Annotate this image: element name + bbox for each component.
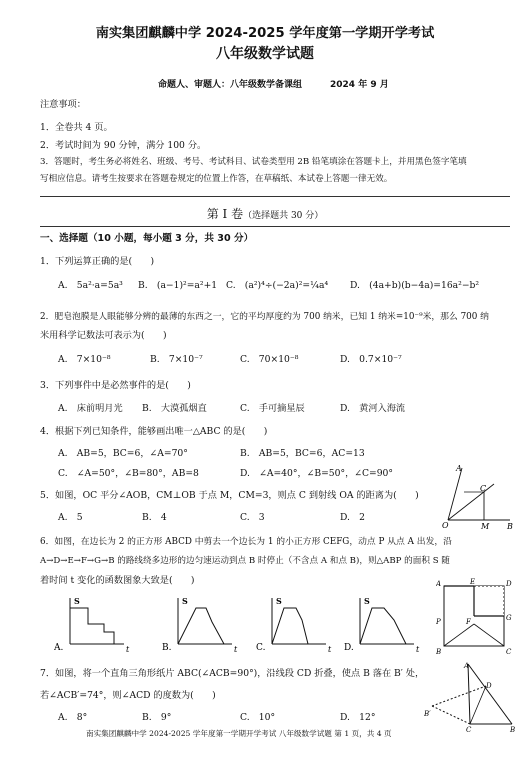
label-d: D: [486, 682, 492, 690]
q2-stem: 2．肥皂泡膜是人眼能够分辨的最薄的东西之一，它的平均厚度约为 700 纳米，已知 1 纳米=10⁻⁹米，那么 700 纳: [40, 312, 489, 322]
label-f: F: [466, 618, 471, 626]
q3-option-d[interactable]: D. 黄河入海流: [340, 403, 406, 414]
q3-option-c[interactable]: C. 手可摘星辰: [240, 403, 305, 414]
section-label: 第 Ⅰ 卷: [206, 207, 244, 221]
label-b-prime: B′: [424, 710, 431, 718]
q4-stem: 4．根据下列已知条件，能够画出唯一△ABC 的是( ): [40, 426, 268, 437]
q7-fold-figure: [424, 660, 518, 732]
q6-option-a[interactable]: A.: [54, 643, 64, 653]
q4-option-d[interactable]: D. ∠A=40°，∠B=50°，∠C=90°: [240, 468, 393, 479]
label-b: B: [436, 648, 442, 656]
q6-graph-c: [256, 594, 336, 654]
label-c: C: [506, 648, 512, 656]
q6-stem: 6．如图，在边长为 2 的正方形 ABCD 中剪去一个边长为 1 的小正方形 CEFG，动点 P 从点 A 出发，沿: [40, 537, 452, 547]
notice-heading: 注意事项：: [40, 99, 86, 110]
axis-t: t: [234, 645, 238, 654]
q6-option-b[interactable]: B.: [162, 643, 172, 653]
label-a: A: [456, 464, 462, 473]
notice-item: 2．考试时间为 90 分钟，满分 100 分。: [40, 140, 207, 151]
q5-option-a[interactable]: A. 5: [58, 512, 83, 523]
label-g: G: [506, 614, 512, 622]
q2-stem-cont: 米用科学记数法可表示为( ): [40, 330, 167, 341]
q5-angle-figure: [440, 462, 518, 530]
q7-stem: 7．如图，将一个直角三角形纸片 ABC(∠ACB=90°)，沿线段 CD 折叠，使点 B 落在 B′ 处，: [40, 668, 425, 679]
notice-item: 写相应信息。请考生按要求在答题卷规定的位置上作答，在草稿纸、本试卷上答题一律无效。: [40, 174, 393, 184]
q7-option-c[interactable]: C. 10°: [240, 712, 276, 723]
page-footer: 南实集团麒麟中学 2024-2025 学年度第一学期开学考试 八年级数学试题 第 1 页，共 4 页: [86, 729, 392, 738]
label-p: P: [436, 618, 441, 626]
q1-option-b[interactable]: B. (a−1)²=a²+1: [138, 280, 218, 291]
exam-date: 2024 年 9 月: [330, 80, 389, 90]
q1-stem: 1．下列运算正确的是( ): [40, 256, 155, 267]
section-title: [0, 207, 530, 222]
exam-meta: [158, 80, 389, 91]
q7-option-b[interactable]: B. 9°: [142, 712, 172, 723]
label-m: M: [481, 522, 490, 530]
q6-stem-cont: A→D→E→F→G→B 的路线绕多边形的边匀速运动到点 B 时停止（不含点 A 和点 B)，则△ABP 的面积 S 随: [40, 556, 450, 566]
q6-option-d[interactable]: D.: [344, 643, 354, 653]
q6-option-c[interactable]: C.: [256, 643, 266, 653]
label-b: B: [507, 522, 513, 530]
axis-s: S: [74, 596, 80, 606]
q7-option-d[interactable]: D. 12°: [340, 712, 376, 723]
q3-option-b[interactable]: B. 大漠孤烟直: [142, 403, 207, 414]
divider: [40, 226, 510, 227]
label-c: C: [480, 484, 487, 493]
section-note: （选择题共 30 分）: [243, 211, 324, 221]
axis-s: S: [364, 596, 370, 606]
q4-option-a[interactable]: A. AB=5，BC=6，∠A=70°: [58, 448, 188, 459]
q1-option-d[interactable]: D. (4a+b)(b−4a)=16a²−b²: [350, 280, 480, 291]
q5-stem: 5．如图，OC 平分∠AOB，CM⊥OB 于点 M，CM=3，则点 C 到射线 OA 的距离为( ): [40, 490, 419, 501]
q6-graph-d: [344, 594, 424, 654]
label-b: B: [510, 726, 516, 732]
q7-stem-cont: 若∠ACB′=74°，则∠ACD 的度数为( ): [40, 690, 216, 701]
q2-option-b[interactable]: B. 7×10⁻⁷: [150, 354, 203, 365]
part-heading: 一、选择题（10 小题，每小题 3 分，共 30 分）: [40, 233, 254, 244]
q5-option-b[interactable]: B. 4: [142, 512, 167, 523]
q6-square-figure: [436, 578, 514, 658]
axis-s: S: [182, 596, 188, 606]
exam-title: 南实集团麒麟中学 2024-2025 学年度第一学期开学考试: [95, 26, 435, 41]
q6-stem-cont2: 着时间 t 变化的函数图象大致是( ): [40, 575, 195, 586]
q6-graph-a: [54, 594, 134, 654]
label-o: O: [442, 521, 449, 530]
q3-option-a[interactable]: A. 床前明月光: [58, 403, 123, 414]
notice-item: 3．答题时，考生务必将姓名、班级、考号、考试科目、试卷类型用 2B 铅笔填涂在答题卡上，并用黑色签字笔填: [40, 157, 467, 167]
q5-option-c[interactable]: C. 3: [240, 512, 265, 523]
notice-item: 1．全卷共 4 页。: [40, 122, 113, 133]
label-a: A: [464, 662, 470, 670]
q7-option-a[interactable]: A. 8°: [58, 712, 88, 723]
q2-option-d[interactable]: D. 0.7×10⁻⁷: [340, 354, 402, 365]
q2-option-c[interactable]: C. 70×10⁻⁸: [240, 354, 299, 365]
q2-option-a[interactable]: A. 7×10⁻⁸: [58, 354, 111, 365]
axis-t: t: [328, 645, 332, 654]
authors: 命题人、审题人：八年级数学备课组: [158, 80, 303, 90]
axis-t: t: [126, 645, 130, 654]
q3-stem: 3．下列事件中是必然事件的是( ): [40, 380, 191, 391]
q4-option-c[interactable]: C. ∠A=50°，∠B=80°，AB=8: [58, 468, 199, 479]
q4-option-b[interactable]: B. AB=5，BC=6，AC=13: [240, 448, 365, 459]
axis-s: S: [276, 596, 282, 606]
label-d: D: [506, 580, 512, 588]
label-e: E: [470, 578, 476, 586]
label-c: C: [466, 726, 472, 732]
q5-option-d[interactable]: D. 2: [340, 512, 365, 523]
q1-option-c[interactable]: C. (a²)⁴÷(−2a)²=¼a⁴: [226, 280, 329, 291]
divider: [40, 196, 510, 197]
q1-option-a[interactable]: A. 5a²·a=5a³: [58, 280, 123, 291]
exam-subtitle: 八年级数学试题: [216, 46, 314, 62]
axis-t: t: [416, 645, 420, 654]
q6-graph-b: [162, 594, 242, 654]
label-a: A: [436, 580, 442, 588]
